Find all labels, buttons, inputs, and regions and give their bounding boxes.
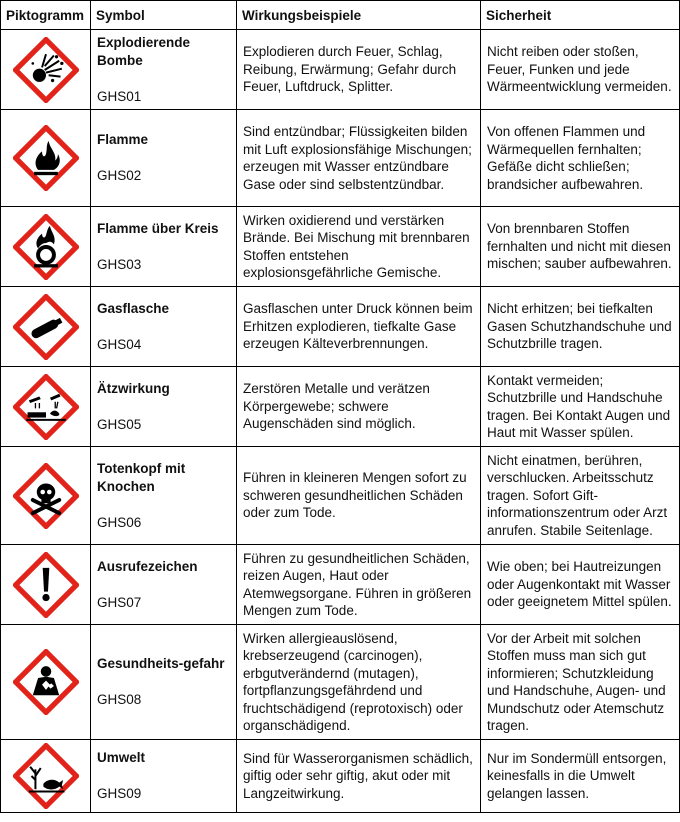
- safety-cell: Nicht einatmen, berühren, verschlucken. Arbeitsschutz tragen. Sofort Gift-informationszentrum oder Arzt anrufen. Stabile Seitenlage.: [481, 447, 680, 545]
- skull-crossbones-icon: [13, 463, 79, 529]
- table-row: [1, 207, 680, 287]
- table-row: [1, 110, 680, 207]
- effects-cell: Wirken oxidierend und verstärken Brände. Bei Mischung mit brennbaren Stoffen entstehen explosionsgefährliche Gemische.: [237, 207, 481, 287]
- table-row: [1, 740, 680, 813]
- symbol-name: Umwelt: [97, 750, 146, 765]
- ghs-code: GHS09: [97, 786, 142, 801]
- exploding-bomb-icon: [13, 37, 79, 103]
- table-row: [1, 367, 680, 447]
- table-row: [1, 287, 680, 367]
- ghs-code: GHS06: [97, 514, 142, 530]
- effects-cell: Wirken allergieauslösend, krebserzeugend (carcinogen), erbgutverändernd (mutagen), fortpflanzungsgefährdend und fruchtschädigend (reprotoxisch) oder organschädigend.: [237, 625, 481, 740]
- effects-cell: Sind für Wasserorganismen schädlich, giftig oder sehr giftig, akut oder mit Langzeitwirkung.: [237, 740, 481, 813]
- ghs-code: GHS07: [97, 594, 142, 610]
- symbol-name: Ausrufezeichen: [97, 558, 198, 574]
- effects-cell: Führen in kleineren Mengen sofort zu schweren gesundheitlichen Schäden oder zum Tode.: [237, 447, 481, 545]
- table-row: [1, 30, 680, 110]
- effects-cell: Zerstören Metalle und verätzen Körpergewebe; schwere Augenschäden sind möglich.: [237, 367, 481, 447]
- effects-cell: Führen zu gesundheitlichen Schäden, reizen Augen, Haut oder Atemwegsorgane. Führen in größeren Mengen zum Tode.: [237, 545, 481, 625]
- exclamation-mark-icon: [13, 552, 79, 618]
- safety-cell: Nicht reiben oder stoßen, Feuer, Funken und jede Wärmeentwicklung vermeiden.: [481, 30, 680, 110]
- table-row: [1, 545, 680, 625]
- safety-cell: Von offenen Flammen und Wärmequellen fernhalten; Gefäße dicht schließen; brandsicher aufbewahren.: [481, 110, 680, 207]
- symbol-name: Gasflasche: [97, 300, 170, 316]
- effects-cell: Gasflaschen unter Druck können beim Erhitzen explodieren, tiefkalte Gase erzeugen Kälteverbrennungen.: [237, 287, 481, 367]
- ghs-code: GHS02: [97, 168, 142, 183]
- header-symbol: Symbol: [91, 1, 237, 30]
- ghs-code: GHS01: [97, 88, 142, 104]
- safety-cell: Vor der Arbeit mit solchen Stoffen muss man sich gut informieren; Schutzkleidung und Handschuhe, Augen- und Mundschutz oder Atemschutz tragen.: [481, 625, 680, 740]
- ghs-code: GHS03: [97, 256, 142, 272]
- environment-icon: [13, 743, 79, 809]
- header-pictogram: Piktogramm: [1, 1, 91, 30]
- effects-cell: Sind entzündbar; Flüssigkeiten bilden mit Luft explosionsfähige Mischungen; erzeugen mit Wasser entzündbare Gase oder sind selbstentzündbar.: [237, 110, 481, 207]
- symbol-name: Gesundheits-gefahr: [97, 656, 225, 671]
- ghs-code: GHS08: [97, 692, 142, 707]
- safety-cell: Wie oben; bei Hautreizungen oder Augenkontakt mit Wasser oder geeignetem Mittel spülen.: [481, 545, 680, 625]
- gas-cylinder-icon: [13, 294, 79, 360]
- table-header-row: [1, 1, 680, 30]
- effects-cell: Explodieren durch Feuer, Schlag, Reibung, Erwärmung; Gefahr durch Feuer, Luftdruck, Splitter.: [237, 30, 481, 110]
- flame-over-circle-icon: [13, 214, 79, 280]
- safety-cell: Kontakt vermeiden; Schutzbrille und Handschuhe tragen. Bei Kontakt Augen und Haut mit Wasser spülen.: [481, 367, 680, 447]
- health-hazard-icon: [13, 649, 79, 715]
- symbol-name: Flamme: [97, 132, 149, 147]
- symbol-name: Totenkopf mit Knochen: [97, 460, 186, 494]
- ghs-code: GHS05: [97, 416, 142, 432]
- symbol-name: Ätzwirkung: [97, 380, 170, 396]
- symbol-name: Flamme über Kreis: [97, 220, 219, 236]
- symbol-name: Explodierende Bombe: [97, 34, 191, 68]
- flame-icon: [13, 125, 79, 191]
- ghs-code: GHS04: [97, 336, 142, 352]
- safety-cell: Nur im Sondermüll entsorgen, keinesfalls in die Umwelt gelangen lassen.: [481, 740, 680, 813]
- safety-cell: Von brennbaren Stoffen fernhalten und nicht mit diesen mischen; sauber aufbewahren.: [481, 207, 680, 287]
- header-effects: Wirkungsbeispiele: [237, 1, 481, 30]
- table-row: [1, 625, 680, 740]
- corrosion-icon: [13, 374, 79, 440]
- header-safety: Sicherheit: [481, 1, 680, 30]
- table-row: [1, 447, 680, 545]
- safety-cell: Nicht erhitzen; bei tiefkalten Gasen Schutzhandschuhe und Schutzbrille tragen.: [481, 287, 680, 367]
